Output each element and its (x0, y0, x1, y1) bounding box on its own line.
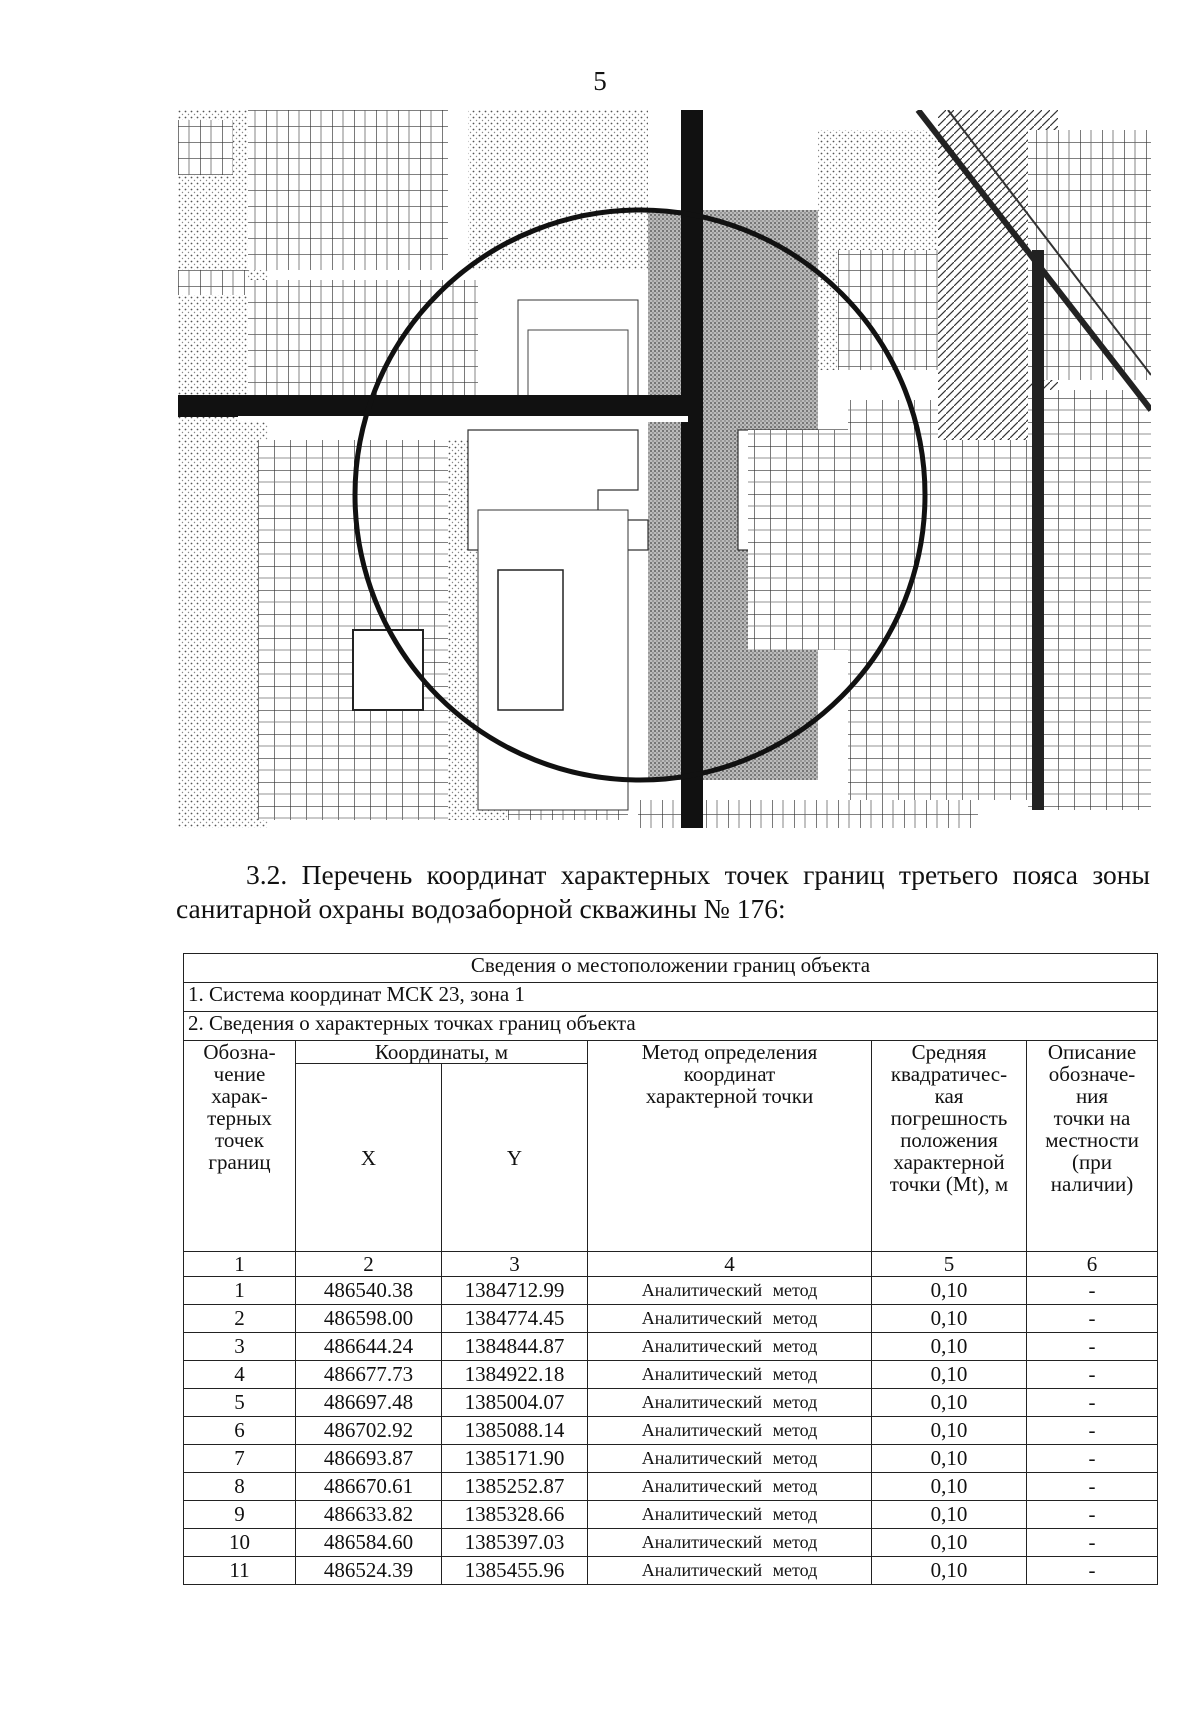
coord-y: 1384922.18 (442, 1361, 588, 1389)
coord-x: 486633.82 (296, 1501, 442, 1529)
column-number: 2 (296, 1252, 442, 1277)
point-number: 4 (184, 1361, 296, 1389)
coord-y: 1384712.99 (442, 1277, 588, 1305)
table-row (184, 1557, 1158, 1585)
col-y: Y (442, 1064, 588, 1252)
table-row (184, 1445, 1158, 1473)
coord-x: 486644.24 (296, 1333, 442, 1361)
section-heading (176, 858, 1150, 926)
table-row (184, 1277, 1158, 1305)
point-number: 7 (184, 1445, 296, 1473)
coord-x: 486524.39 (296, 1557, 442, 1585)
point-number: 6 (184, 1417, 296, 1445)
table-row (184, 1305, 1158, 1333)
point-number: 5 (184, 1389, 296, 1417)
point-number: 3 (184, 1333, 296, 1361)
column-number: 5 (872, 1252, 1027, 1277)
error-cell: 0,10 (872, 1501, 1027, 1529)
method-cell: Аналитический метод (588, 1389, 872, 1417)
table-row (184, 1389, 1158, 1417)
method-cell: Аналитический метод (588, 1529, 872, 1557)
coord-x: 486670.61 (296, 1473, 442, 1501)
description-cell: - (1027, 1305, 1158, 1333)
coordinates-table (183, 953, 1158, 1585)
cadastral-map-image (178, 110, 1151, 828)
section-heading-text: 3.2. Перечень координат характерных точек границ третьего пояса зоны санитарной охраны водозаборной скважины № 176: (176, 859, 1150, 924)
coord-x: 486697.48 (296, 1389, 442, 1417)
description-cell: - (1027, 1557, 1158, 1585)
col-error: Средняя квадратичес- кая погрешность положения характерной точки (Mt), м (872, 1041, 1027, 1252)
method-cell: Аналитический метод (588, 1333, 872, 1361)
table-row (184, 1473, 1158, 1501)
description-cell: - (1027, 1445, 1158, 1473)
column-numbers-row (184, 1252, 1158, 1277)
error-cell: 0,10 (872, 1389, 1027, 1417)
column-number: 6 (1027, 1252, 1158, 1277)
point-number: 9 (184, 1501, 296, 1529)
description-cell: - (1027, 1277, 1158, 1305)
col-coords: Координаты, м (296, 1041, 588, 1064)
table-title: Сведения о местоположении границ объекта (184, 954, 1158, 983)
description-cell: - (1027, 1333, 1158, 1361)
description-cell: - (1027, 1529, 1158, 1557)
column-number: 3 (442, 1252, 588, 1277)
error-cell: 0,10 (872, 1445, 1027, 1473)
error-cell: 0,10 (872, 1417, 1027, 1445)
coord-y: 1385088.14 (442, 1417, 588, 1445)
table-row (184, 1417, 1158, 1445)
coord-y: 1385397.03 (442, 1529, 588, 1557)
col-method: Метод определения координат характерной точки (588, 1041, 872, 1252)
points-header: 2. Сведения о характерных точках границ объекта (184, 1012, 1158, 1041)
point-number: 1 (184, 1277, 296, 1305)
error-cell: 0,10 (872, 1333, 1027, 1361)
coord-y: 1385252.87 (442, 1473, 588, 1501)
coord-x: 486693.87 (296, 1445, 442, 1473)
table-row (184, 1529, 1158, 1557)
method-cell: Аналитический метод (588, 1305, 872, 1333)
table-row (184, 1361, 1158, 1389)
method-cell: Аналитический метод (588, 1361, 872, 1389)
error-cell: 0,10 (872, 1277, 1027, 1305)
description-cell: - (1027, 1361, 1158, 1389)
point-number: 8 (184, 1473, 296, 1501)
description-cell: - (1027, 1389, 1158, 1417)
coord-x: 486540.38 (296, 1277, 442, 1305)
coord-x: 486677.73 (296, 1361, 442, 1389)
coord-y: 1385455.96 (442, 1557, 588, 1585)
col-designation: Обозна- чение харак- терных точек границ (184, 1041, 296, 1252)
method-cell: Аналитический метод (588, 1445, 872, 1473)
point-number: 11 (184, 1557, 296, 1585)
page-number: 5 (593, 66, 607, 96)
method-cell: Аналитический метод (588, 1473, 872, 1501)
method-cell: Аналитический метод (588, 1417, 872, 1445)
error-cell: 0,10 (872, 1361, 1027, 1389)
col-x: X (296, 1064, 442, 1252)
table-row (184, 1501, 1158, 1529)
error-cell: 0,10 (872, 1529, 1027, 1557)
method-cell: Аналитический метод (588, 1501, 872, 1529)
coordinate-system: 1. Система координат МСК 23, зона 1 (184, 983, 1158, 1012)
error-cell: 0,10 (872, 1557, 1027, 1585)
coord-y: 1385004.07 (442, 1389, 588, 1417)
point-number: 10 (184, 1529, 296, 1557)
method-cell: Аналитический метод (588, 1557, 872, 1585)
coord-y: 1385328.66 (442, 1501, 588, 1529)
point-number: 2 (184, 1305, 296, 1333)
coord-y: 1385171.90 (442, 1445, 588, 1473)
coord-y: 1384774.45 (442, 1305, 588, 1333)
column-number: 4 (588, 1252, 872, 1277)
description-cell: - (1027, 1501, 1158, 1529)
table-row (184, 1333, 1158, 1361)
column-number: 1 (184, 1252, 296, 1277)
coord-x: 486598.00 (296, 1305, 442, 1333)
error-cell: 0,10 (872, 1305, 1027, 1333)
description-cell: - (1027, 1473, 1158, 1501)
col-description: Описание обозначе- ния точки на местности (при наличии) (1027, 1041, 1158, 1252)
zone-map (178, 110, 1151, 828)
coord-x: 486702.92 (296, 1417, 442, 1445)
description-cell: - (1027, 1417, 1158, 1445)
coord-y: 1384844.87 (442, 1333, 588, 1361)
coord-x: 486584.60 (296, 1529, 442, 1557)
method-cell: Аналитический метод (588, 1277, 872, 1305)
error-cell: 0,10 (872, 1473, 1027, 1501)
